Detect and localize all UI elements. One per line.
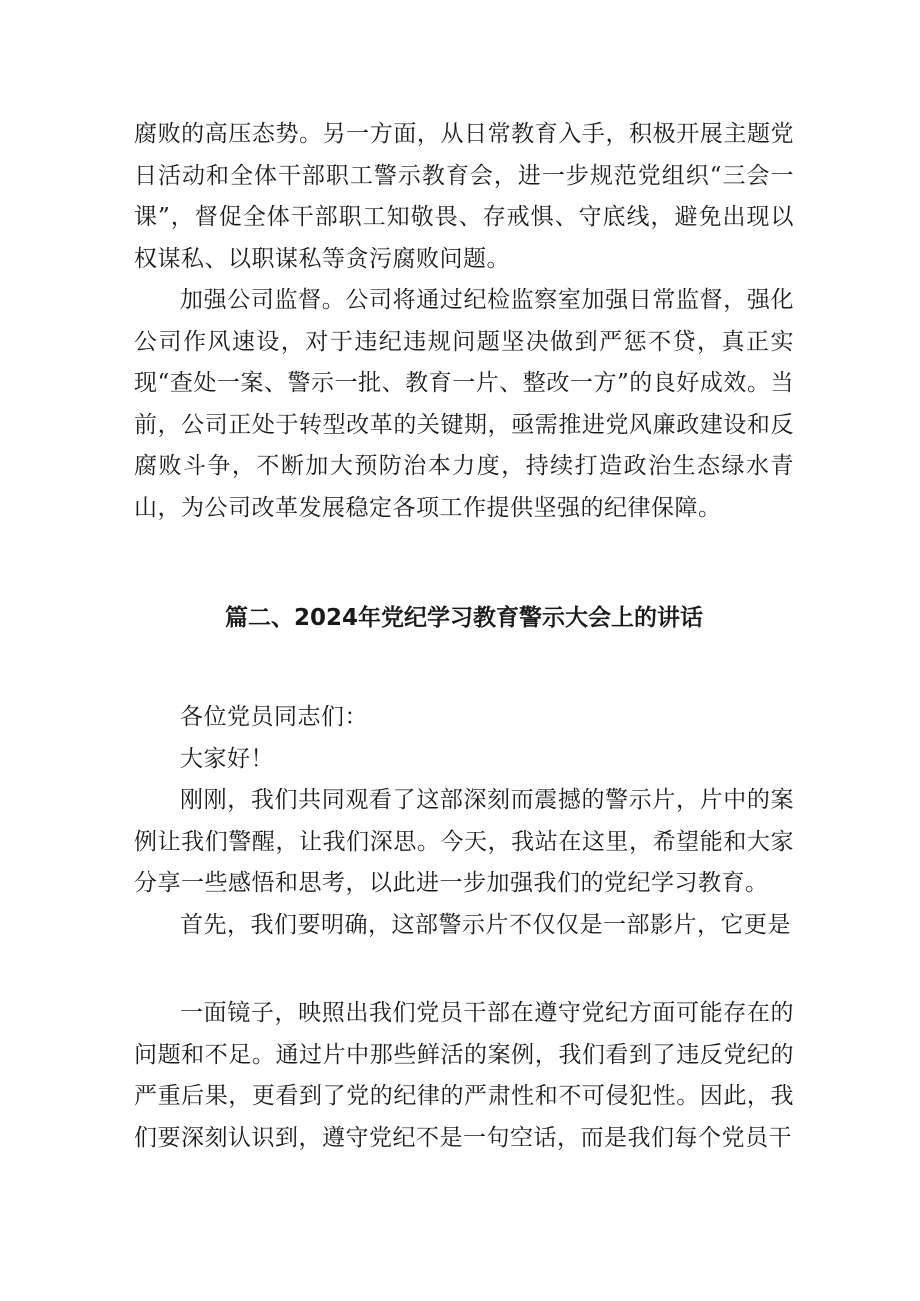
salutation: 各位党员同志们： bbox=[180, 704, 368, 730]
section-heading: 篇二、2024年党纪学习教育警示大会上的讲话 bbox=[224, 605, 703, 631]
paragraph-2: 加强公司监督。公司将通过纪检监察室加强日常监督，强化公司作风速设，对于违纪违规问题坚决做到严惩不贷，真正实现“查处一案、警示一批、教育一片、整改一方”的良好成效。当前，公司正处于转型改革的关键期，亟需推进党风廉政建设和反腐败斗争，不断加大预防治本力度，持续打造政治生态绿水青山，为公司改革发展稳定各项工作提供坚强的纪律保障。 bbox=[134, 287, 794, 521]
greeting: 大家好！ bbox=[180, 746, 274, 772]
paragraph-3: 刚刚，我们共同观看了这部深刻而震撼的警示片，片中的案例让我们警醒，让我们深思。今天，我站在这里，希望能和大家分享一些感悟和思考，以此进一步加强我们的党纪学习教育。 bbox=[134, 787, 794, 896]
paragraph-1: 腐败的高压态势。另一方面，从日常教育入手，积极开展主题党日活动和全体干部职工警示教育会，进一步规范党组织“三会一课”，督促全体干部职工知敬畏、存戒惧、守底线，避免出现以权谋私、以职谋私等贪污腐败问题。 bbox=[134, 121, 794, 272]
paragraph-4: 首先，我们要明确，这部警示片不仅仅是一部影片，它更是 bbox=[180, 912, 791, 938]
paragraph-5: 一面镜子，映照出我们党员干部在遵守党纪方面可能存在的问题和不足。通过片中那些鲜活的案例，我们看到了违反党纪的严重后果，更看到了党的纪律的严肃性和不可侵犯性。因此，我们要深刻认识到，遵守党纪不是一句空话，而是我们每个党员干 bbox=[134, 1000, 794, 1151]
